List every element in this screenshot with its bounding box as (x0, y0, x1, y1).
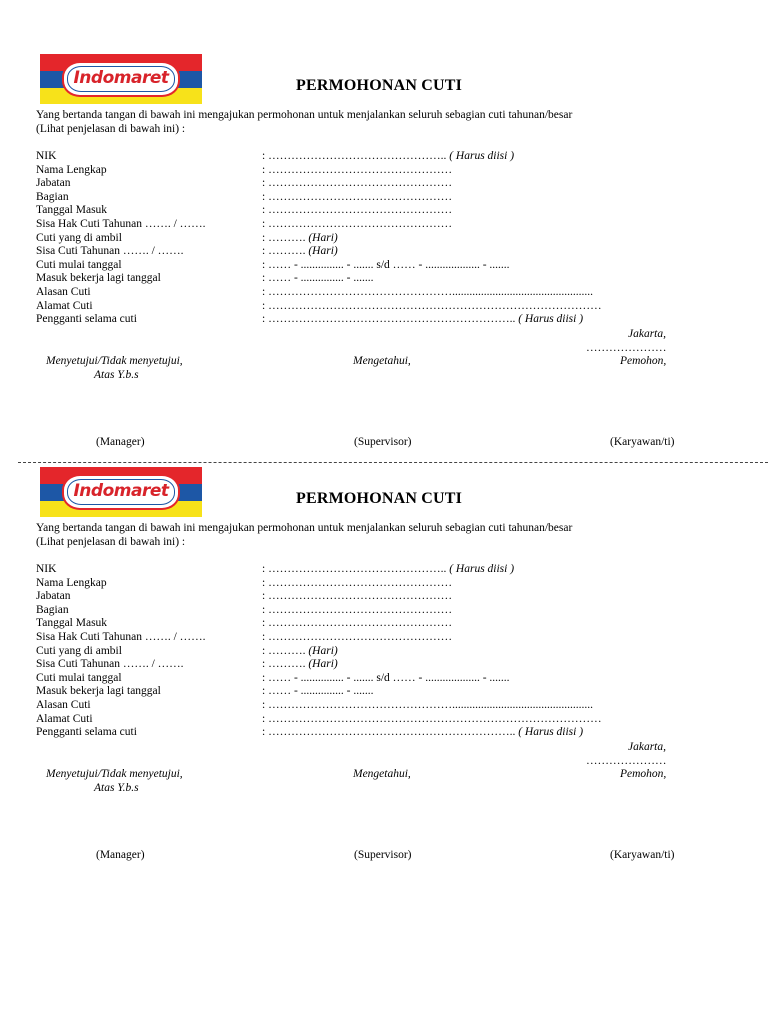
field-input-line[interactable] (262, 713, 602, 727)
form-intro (36, 109, 572, 137)
field-dots: : …………………………………………................................................. (262, 699, 593, 711)
role-employee: (Karyawan/ti) (610, 436, 675, 448)
field-input-line[interactable] (262, 204, 452, 218)
field-dots: : ………………………………………… (262, 190, 453, 203)
field-label: Masuk bekerja lagi tanggal (36, 685, 161, 698)
field-input-line[interactable] (262, 726, 583, 740)
field-label: Bagian (36, 603, 69, 616)
field-dots: : …… - ............... - ....... s/d …… - ................... - ....... (262, 671, 510, 684)
role-manager: (Manager) (96, 849, 145, 861)
field-dots: : ……………………………………….. (262, 150, 450, 162)
field-label: Sisa Cuti Tahunan ……. / ……. (36, 658, 184, 671)
field-note: ( Harus diisi ) (518, 726, 584, 739)
field-note: ( Harus diisi ) (449, 563, 515, 575)
field-label: Tanggal Masuk (36, 617, 108, 630)
field-input-line[interactable] (262, 232, 338, 246)
field-label: Pengganti selama cuti (36, 313, 137, 326)
logo-badge (62, 61, 180, 97)
field-label: Pengganti selama cuti (36, 726, 137, 739)
field-dots: : ………………………………………… (262, 163, 453, 176)
field-dots: : …… - ............... - ....... s/d …… - ................... - ....... (262, 258, 510, 271)
field-label: NIK (36, 563, 57, 575)
field-label: Bagian (36, 190, 69, 203)
approval-sublabel: Atas Y.b.s (94, 782, 139, 794)
field-input-line[interactable] (262, 590, 452, 604)
field-input-line[interactable] (262, 699, 593, 713)
intro-line-2: (Lihat penjelasan di bawah ini) : (36, 535, 186, 548)
field-dots: : ………. (262, 644, 309, 657)
field-label: Nama Lengkap (36, 576, 107, 589)
applicant-label: Pemohon, (620, 355, 667, 367)
field-input-line[interactable] (262, 617, 452, 631)
field-label: Cuti yang di ambil (36, 644, 122, 657)
logo-wordmark: Indomaret (73, 481, 169, 501)
indomaret-logo (40, 54, 202, 104)
field-input-line[interactable] (262, 218, 452, 232)
field-dots: : ………………………………………… (262, 603, 453, 616)
date-field[interactable]: ………………… (586, 342, 667, 354)
field-input-line[interactable] (262, 272, 373, 286)
field-dots: : ………. (262, 245, 309, 258)
field-dots: : ………. (262, 231, 309, 244)
field-input-line[interactable] (262, 645, 338, 659)
field-dots: : …………………………………………................................................. (262, 286, 593, 298)
field-input-line[interactable] (262, 245, 338, 259)
acknowledge-label: Mengetahui, (353, 355, 411, 367)
field-label: Sisa Cuti Tahunan ……. / ……. (36, 245, 184, 258)
field-note: (Hari) (308, 658, 338, 671)
intro-line-1: Yang bertanda tangan di bawah ini mengajukan permohonan untuk menjalankan seluruh sebagian cuti tahunan/besar (36, 109, 573, 121)
field-input-line[interactable] (262, 259, 510, 273)
field-label: Alamat Cuti (36, 712, 93, 725)
field-label: Alamat Cuti (36, 299, 93, 312)
applicant-label: Pemohon, (620, 768, 667, 780)
field-input-line[interactable] (262, 191, 452, 205)
place-label: Jakarta, (628, 741, 667, 753)
field-dots: : ………………………………………… (262, 617, 453, 630)
field-dots: : ………………………………………… (262, 204, 453, 217)
field-input-line[interactable] (262, 577, 452, 591)
intro-line-2: (Lihat penjelasan di bawah ini) : (36, 122, 186, 135)
field-input-line[interactable] (262, 631, 452, 645)
acknowledge-label: Mengetahui, (353, 768, 411, 780)
approval-sublabel: Atas Y.b.s (94, 369, 139, 381)
field-dots: : ………………………………………… (262, 177, 453, 190)
logo-wordmark: Indomaret (73, 68, 169, 88)
field-dots: : ……………………………………………………….. (262, 313, 519, 326)
field-note: (Hari) (308, 644, 338, 657)
field-note: ( Harus diisi ) (518, 313, 584, 326)
field-dots: : ………………………………………… (262, 218, 453, 230)
field-input-line[interactable] (262, 658, 338, 672)
field-label: Alasan Cuti (36, 286, 91, 298)
approval-label: Menyetujui/Tidak menyetujui, (46, 768, 183, 780)
approval-label: Menyetujui/Tidak menyetujui, (46, 355, 183, 367)
field-dots: : …… - ............... - ....... (262, 272, 374, 285)
role-supervisor: (Supervisor) (354, 849, 412, 861)
field-label: Alasan Cuti (36, 699, 91, 711)
field-input-line[interactable] (262, 286, 593, 300)
field-input-line[interactable] (262, 672, 510, 686)
form-title: PERMOHONAN CUTI (296, 77, 463, 94)
role-manager: (Manager) (96, 436, 145, 448)
field-dots: : ……………………………………………………….. (262, 726, 519, 739)
field-label: Cuti mulai tanggal (36, 258, 122, 271)
field-label: Nama Lengkap (36, 163, 107, 176)
field-dots: : ……………………………………….. (262, 563, 450, 575)
field-label: Jabatan (36, 590, 71, 603)
field-dots: : ………………………………………… (262, 576, 453, 589)
field-input-line[interactable] (262, 150, 514, 164)
role-employee: (Karyawan/ti) (610, 849, 675, 861)
field-dots: : ………………………………………… (262, 590, 453, 603)
field-note: (Hari) (308, 245, 338, 258)
date-field[interactable]: ………………… (586, 755, 667, 767)
leave-request-form (0, 413, 768, 861)
role-supervisor: (Supervisor) (354, 436, 412, 448)
field-input-line[interactable] (262, 685, 373, 699)
field-dots: : …………………………………………………………………………… (262, 299, 602, 312)
field-note: (Hari) (308, 231, 338, 244)
field-label: Sisa Hak Cuti Tahunan ……. / ……. (36, 631, 206, 643)
field-dots: : ………………………………………… (262, 631, 453, 643)
field-label: Masuk bekerja lagi tanggal (36, 272, 161, 285)
field-input-line[interactable] (262, 563, 514, 577)
field-label: Cuti yang di ambil (36, 231, 122, 244)
field-input-line[interactable] (262, 313, 583, 327)
field-label: Cuti mulai tanggal (36, 671, 122, 684)
field-input-line[interactable] (262, 164, 452, 178)
form-title: PERMOHONAN CUTI (296, 490, 463, 507)
field-input-line[interactable] (262, 177, 452, 191)
field-dots: : …… - ............... - ....... (262, 685, 374, 698)
field-label: Tanggal Masuk (36, 204, 108, 217)
form-intro (36, 522, 572, 550)
field-label: NIK (36, 150, 57, 162)
intro-line-1: Yang bertanda tangan di bawah ini mengajukan permohonan untuk menjalankan seluruh sebagian cuti tahunan/besar (36, 522, 573, 534)
field-dots: : ………. (262, 658, 309, 671)
field-input-line[interactable] (262, 300, 602, 314)
indomaret-logo (40, 467, 202, 517)
field-dots: : …………………………………………………………………………… (262, 712, 602, 725)
logo-badge (62, 474, 180, 510)
leave-request-form (0, 0, 768, 448)
field-label: Sisa Hak Cuti Tahunan ……. / ……. (36, 218, 206, 230)
field-label: Jabatan (36, 177, 71, 190)
place-label: Jakarta, (628, 328, 667, 340)
field-note: ( Harus diisi ) (449, 150, 515, 162)
field-input-line[interactable] (262, 604, 452, 618)
